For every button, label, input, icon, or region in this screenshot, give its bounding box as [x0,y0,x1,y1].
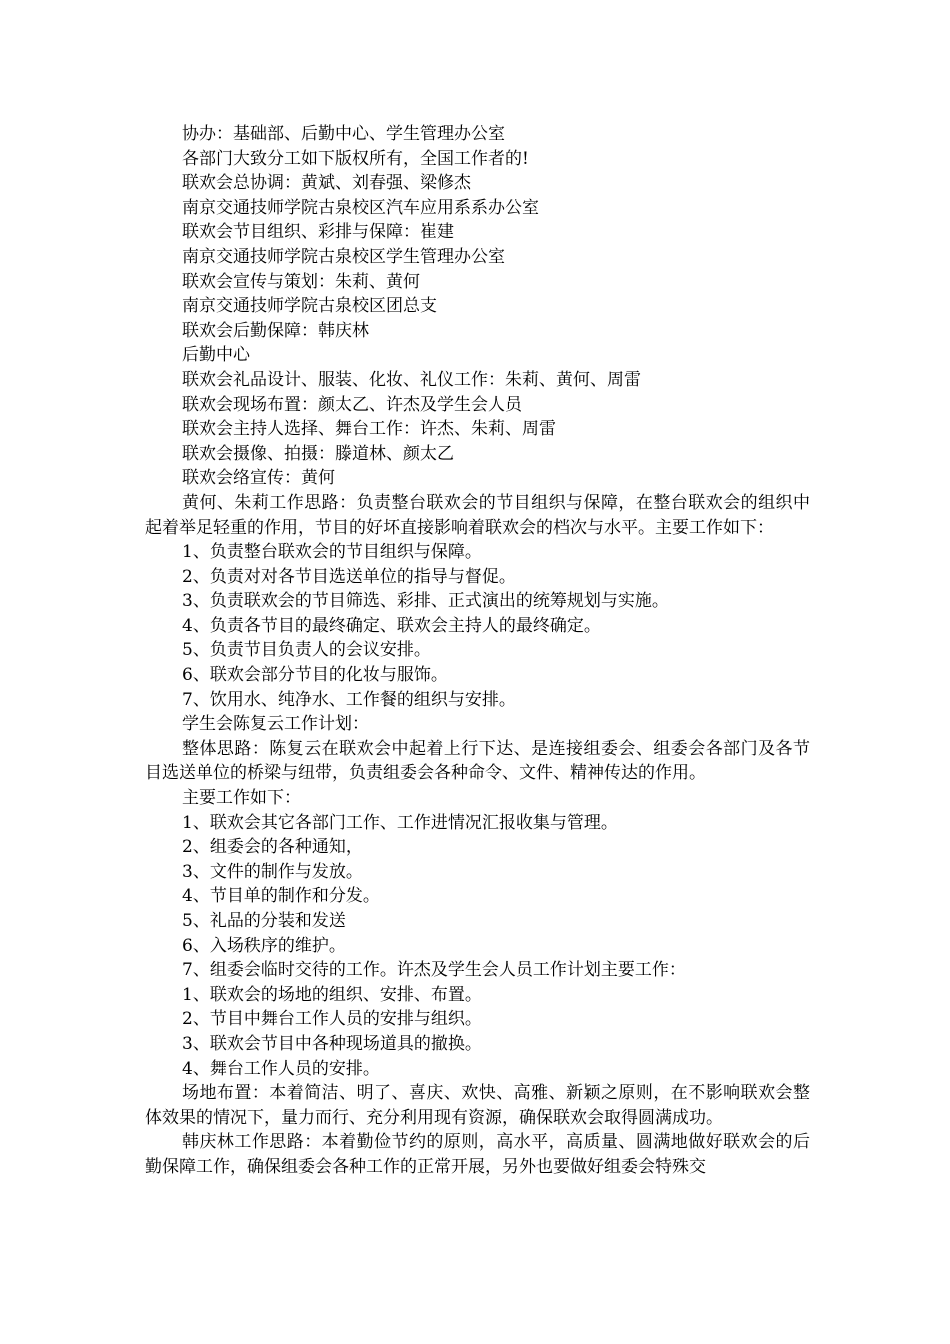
list-item: 2、节目中舞台工作人员的安排与组织。 [182,1009,482,1030]
paragraph-venue-layout: 联欢会现场布置：颜太乙、许杰及学生会人员 [182,394,522,415]
list-item: 6、入场秩序的维护。 [182,935,346,956]
paragraph-student-affairs-office: 南京交通技师学院古泉校区学生管理办公室 [182,246,505,267]
list-item: 1、负责整台联欢会的节目组织与保障。 [182,542,482,563]
list-item: 2、负责对对各节目选送单位的指导与督促。 [182,566,516,587]
list-item: 4、节目单的制作和分发。 [182,886,380,907]
list-item: 4、负责各节目的最终确定、联欢会主持人的最终确定。 [182,615,601,636]
paragraph-student-union-plan: 学生会陈复云工作计划： [182,714,369,735]
paragraph-logistics-center: 后勤中心 [182,345,250,366]
document-page [145,122,810,1180]
paragraph-logistics-approach: 韩庆林工作思路：本着勤俭节约的原则，高水平，高质量、圆满地做好联欢会的后勤保障工作，确保组委会各种工作的正常开展，另外也要做好组委会特殊交 [145,1132,810,1177]
paragraph-logistics: 联欢会后勤保障：韩庆林 [182,320,369,341]
list-item: 3、联欢会节目中各种现场道具的撤换。 [182,1033,482,1054]
paragraph-division-intro: 各部门大致分工如下版权所有，全国工作者的! [182,148,529,169]
paragraph-host-stage: 联欢会主持人选择、舞台工作：许杰、朱莉、周雷 [182,419,556,440]
list-item: 5、礼品的分装和发送 [182,911,346,931]
list-item: 5、负责节目负责人的会议安排。 [182,640,431,661]
paragraph-publicity-planning: 联欢会宣传与策划：朱莉、黄何 [182,271,420,292]
paragraph-photography: 联欢会摄像、拍摄：滕道林、颜太乙 [182,443,454,464]
paragraph-venue-principles: 场地布置：本着简洁、明了、喜庆、欢快、高雅、新颖之原则，在不影响联欢会整体效果的情况下，量力而行、充分利用现有资源，确保联欢会取得圆满成功。 [145,1083,810,1128]
list-item: 1、联欢会的场地的组织、安排、布置。 [182,984,482,1005]
list-item: 2、组委会的各种通知， [182,837,363,858]
paragraph-general-coordination: 联欢会总协调：黄斌、刘春强、梁修杰 [182,173,471,194]
paragraph-gifts-costume: 联欢会礼品设计、服装、化妆、礼仪工作：朱莉、黄何、周雷 [182,369,641,390]
list-item: 1、联欢会其它各部门工作、工作进情况汇报收集与管理。 [182,812,618,833]
paragraph-program-organization: 联欢会节目组织、彩排与保障：崔建 [182,222,454,243]
paragraph-program-approach: 黄何、朱莉工作思路：负责整台联欢会的节目组织与保障，在整台联欢会的组织中起着举足轻重的作用，节目的好坏直接影响着联欢会的档次与水平。主要工作如下： [145,492,810,538]
paragraph-overall-approach: 整体思路：陈复云在联欢会中起着上行下达、是连接组委会、组委会各部门及各节目选送单位的桥梁与纽带，负责组委会各种命令、文件、精神传达的作用。 [145,738,810,784]
paragraph-co-organizers: 协办：基础部、后勤中心、学生管理办公室 [182,124,505,144]
list-item: 6、联欢会部分节目的化妆与服饰。 [182,665,448,686]
paragraph-auto-dept-office: 南京交通技师学院古泉校区汽车应用系系办公室 [182,197,539,218]
list-item: 3、文件的制作与发放。 [182,861,363,882]
list-item: 7、饮用水、纯净水、工作餐的组织与安排。 [182,689,516,710]
list-item: 3、负责联欢会的节目筛选、彩排、正式演出的统筹规划与实施。 [182,591,669,612]
paragraph-main-tasks: 主要工作如下： [182,788,301,809]
list-item: 7、组委会临时交待的工作。许杰及学生会人员工作计划主要工作： [182,960,686,981]
paragraph-youth-league: 南京交通技师学院古泉校区团总支 [182,296,437,317]
paragraph-online-publicity: 联欢会络宣传：黄何 [182,468,335,489]
list-item: 4、舞台工作人员的安排。 [182,1058,380,1079]
